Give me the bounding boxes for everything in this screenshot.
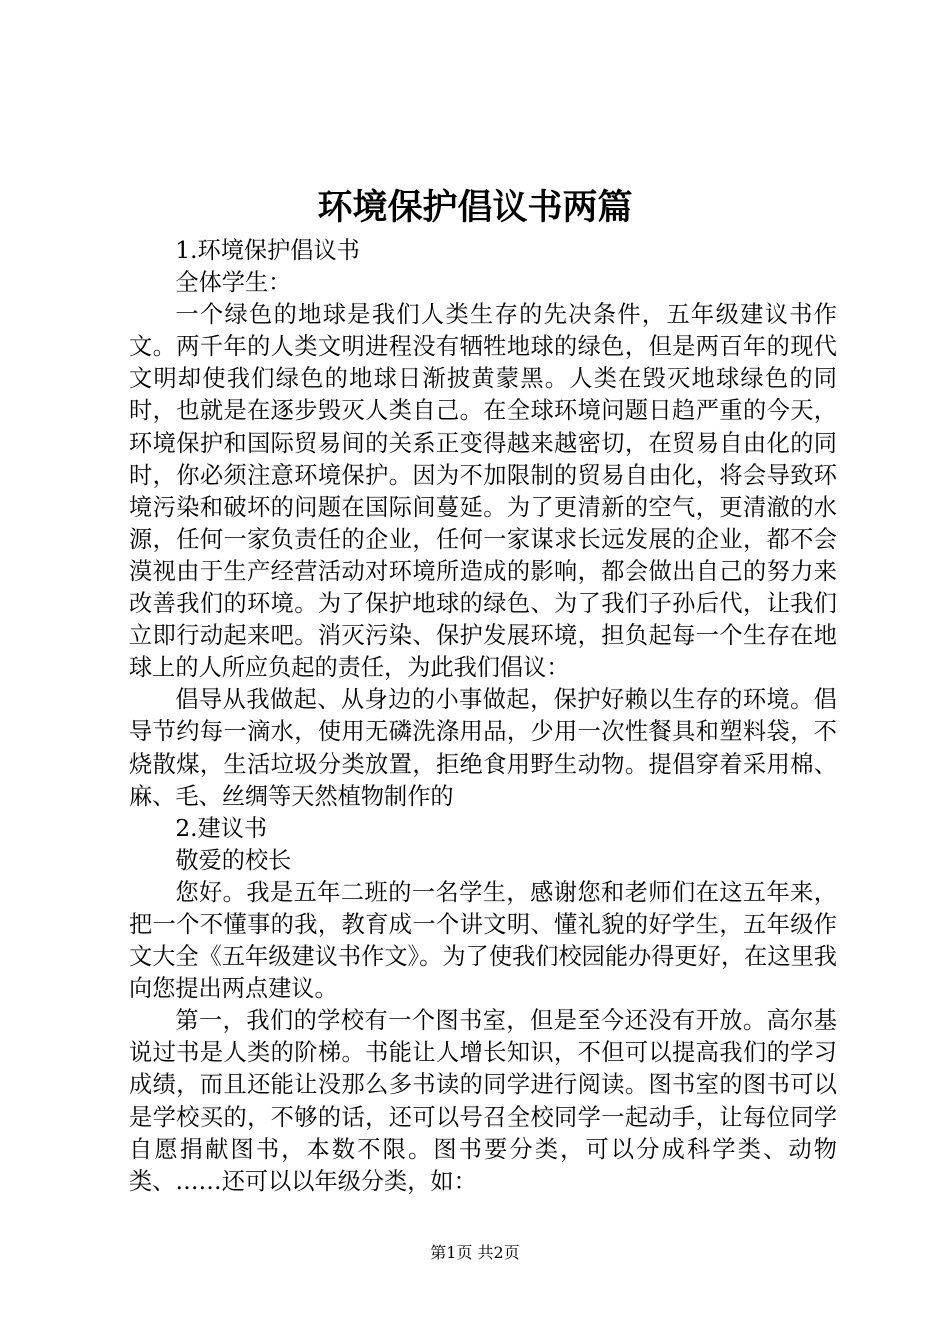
section-1-paragraph-2: 倡导从我做起、从身边的小事做起，保护好赖以生存的环境。倡导节约每一滴水，使用无磷洗涤用品，少用一次性餐具和塑料袋，不烧散煤，生活垃圾分类放置，拒绝食用野生动物。提倡穿着采用棉、麻、毛、丝绸等天然植物制作的 [129, 686, 837, 810]
section-2-paragraph-1: 您好。我是五年二班的一名学生，感谢您和老师们在这五年来，把一个不懂事的我，教育成一个讲文明、懂礼貌的好学生，五年级作文大全《五年级建议书作文》。为了使我们校园能办得更好，在这里我向您提出两点建议。 [129, 878, 837, 1003]
section-1-heading: 1.环境保护倡议书 [175, 237, 360, 264]
section-2-paragraph-2: 第一，我们的学校有一个图书室，但是至今还没有开放。高尔基说过书是人类的阶梯。书能让人增长知识，不但可以提高我们的学习成绩，而且还能让没那么多书读的同学进行阅读。图书室的图书可以是学校买的，不够的话，还可以号召全校同学一起动手，让每位同学自愿捐献图书，本数不限。图书要分类，可以分成科学类、动物类、……还可以以年级分类，如： [129, 1007, 837, 1195]
section-1-salutation: 全体学生： [175, 269, 292, 297]
section-2-heading: 2.建议书 [175, 814, 268, 842]
document-body [129, 235, 837, 1198]
section-2-salutation: 敬爱的校长 [175, 846, 292, 874]
section-1-paragraph-1: 一个绿色的地球是我们人类生存的先决条件，五年级建议书作文。两千年的人类文明进程没有牺牲地球的绿色，但是两百年的现代文明却使我们绿色的地球日渐披黄蒙黑。人类在毁灭地球绿色的同时，也就是在逐步毁灭人类自己。在全球环境问题日趋严重的今天，环境保护和国际贸易间的关系正变得越来越密切，在贸易自由化的同时，你必须注意环境保护。因为不加限制的贸易自由化，将会导致环境污染和破坏的问题在国际间蔓延。为了更清新的空气，更清澈的水源，任何一家负责任的企业，任何一家谋求长远发展的企业，都不会漠视由于生产经营活动对环境所造成的影响，都会做出自己的努力来改善我们的环境。为了保护地球的绿色、为了我们子孙后代，让我们立即行动起来吧。消灭污染、保护发展环境，担负起每一个生存在地球上的人所应负起的责任，为此我们倡议： [129, 301, 837, 682]
page-footer: 第1页 共2页 [430, 1243, 520, 1262]
document-title: 环境保护倡议书两篇 [317, 187, 633, 228]
